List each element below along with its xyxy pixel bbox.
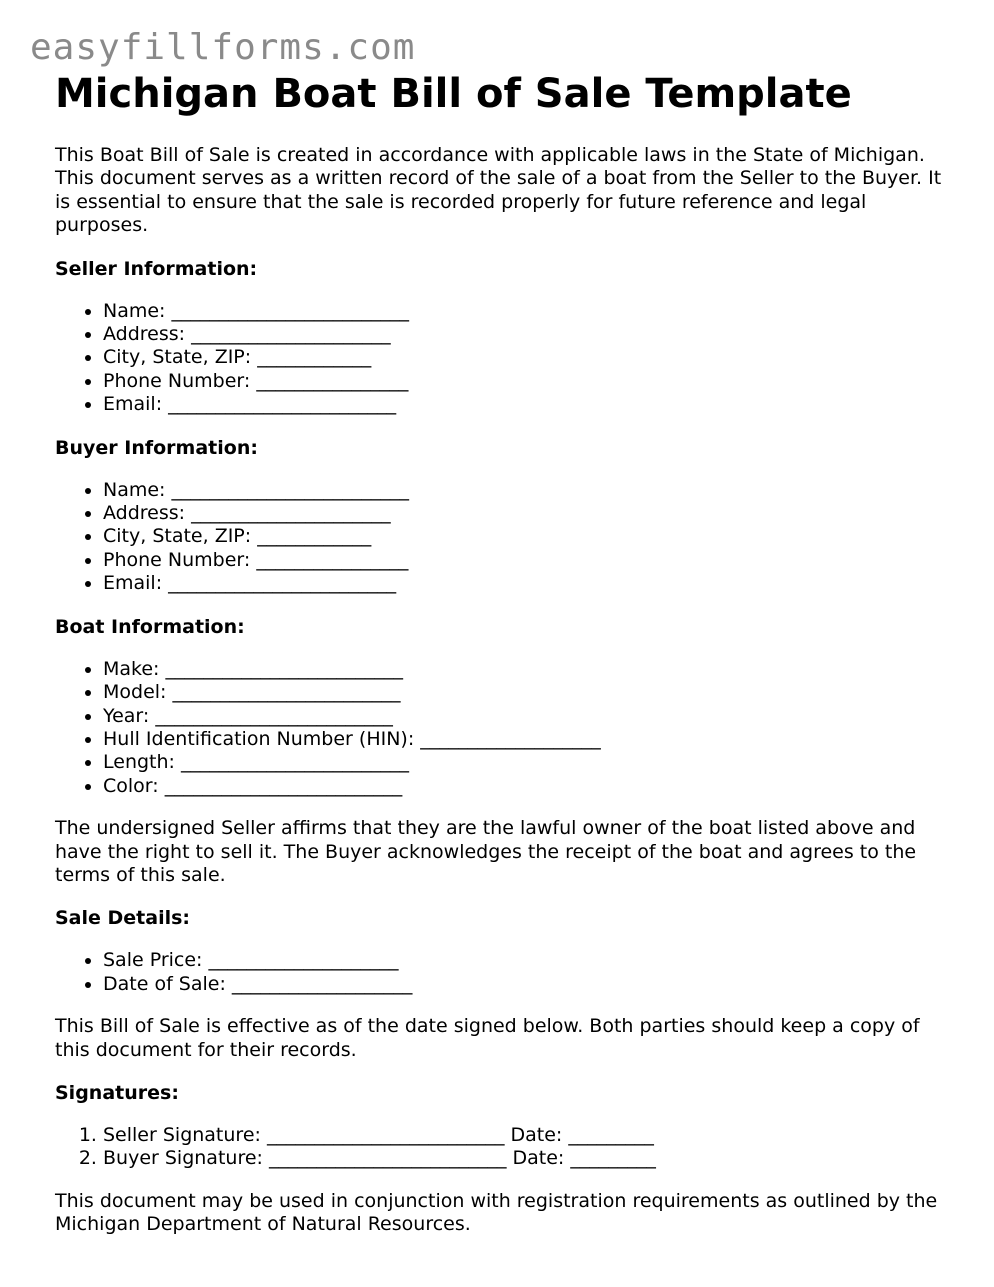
seller-info-list [55, 300, 955, 417]
boat-hin-field: • Hull Identification Number (HIN): ___________________ [103, 728, 955, 751]
signatures-list [55, 1124, 955, 1171]
boat-color-field: • Color: _________________________ [103, 775, 955, 798]
boat-year-field: • Year: _________________________ [103, 705, 955, 728]
buyer-signature-line: 2. Buyer Signature: _________________________ Date: _________ [103, 1147, 955, 1170]
watermark-logo: easyfillforms.com [30, 27, 416, 68]
buyer-name-field: • Name: _________________________ [103, 479, 955, 502]
boat-model-field: • Model: ________________________ [103, 681, 955, 704]
seller-signature-line: 1. Seller Signature: _________________________ Date: _________ [103, 1124, 955, 1147]
buyer-city-state-zip-field: • City, State, ZIP: ____________ [103, 525, 955, 548]
boat-length-field: • Length: ________________________ [103, 751, 955, 774]
buyer-phone-field: • Phone Number: ________________ [103, 549, 955, 572]
affirmation-paragraph: The undersigned Seller affirms that they are the lawful owner of the boat listed above and have the right to sell it. The Buyer acknowledges the receipt of the boat and agrees to the terms of this sale. [55, 817, 917, 886]
seller-address-field: • Address: _____________________ [103, 323, 955, 346]
signatures-heading: Signatures: [55, 1081, 179, 1104]
seller-info-heading: Seller Information: [55, 257, 258, 280]
effective-paragraph: This Bill of Sale is effective as of the date signed below. Both parties should keep a copy of this document for their records. [55, 1015, 920, 1061]
boat-info-heading: Boat Information: [55, 615, 245, 638]
seller-email-field: • Email: ________________________ [103, 393, 955, 416]
buyer-info-list [55, 479, 955, 596]
seller-city-state-zip-field: • City, State, ZIP: ____________ [103, 346, 955, 369]
buyer-address-field: • Address: _____________________ [103, 502, 955, 525]
seller-phone-field: • Phone Number: ________________ [103, 370, 955, 393]
boat-info-list [55, 658, 955, 798]
sale-details-list [55, 949, 955, 996]
document-body [55, 70, 955, 1237]
buyer-info-heading: Buyer Information: [55, 436, 258, 459]
sale-price-field: • Sale Price: ____________________ [103, 949, 955, 972]
boat-make-field: • Make: _________________________ [103, 658, 955, 681]
closing-paragraph: This document may be used in conjunction with registration requirements as outlined by the Michigan Department of Natural Resources. [55, 1189, 938, 1236]
sale-details-heading: Sale Details: [55, 907, 191, 930]
buyer-email-field: • Email: ________________________ [103, 572, 955, 595]
date-of-sale-field: • Date of Sale: ___________________ [103, 973, 955, 996]
seller-name-field: • Name: _________________________ [103, 300, 955, 323]
intro-paragraph: This Boat Bill of Sale is created in accordance with applicable laws in the State of Michigan. This document serves as a written record of the sale of a boat from the Seller to the Buyer. It is essential to ensure that the sale is recorded properly for future reference and legal purposes. [55, 144, 942, 237]
page-title: Michigan Boat Bill of Sale Template [55, 71, 852, 117]
